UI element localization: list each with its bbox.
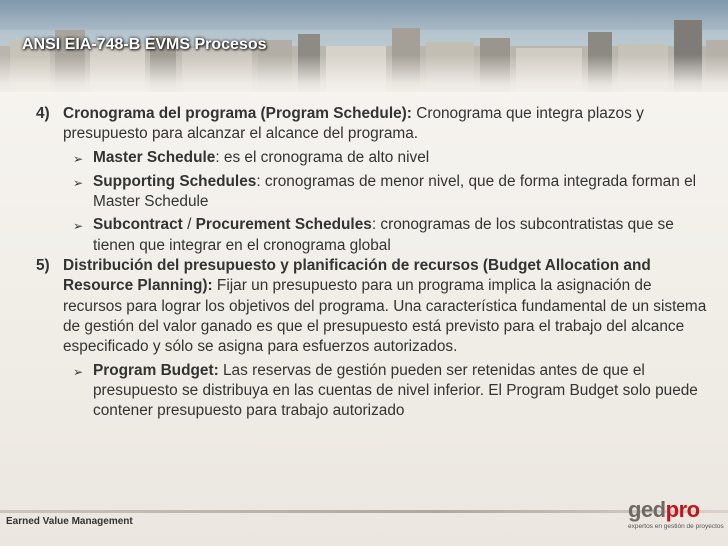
slide-body	[36, 104, 708, 421]
logo-text-ged: ged	[628, 497, 666, 522]
logo-tagline: expertos en gestión de proyectos	[628, 523, 724, 530]
item-number: 4)	[36, 105, 50, 122]
logo-text-pro: pro	[665, 497, 700, 522]
sub-bullet-master-schedule	[73, 148, 708, 169]
sub-description: : es el cronograma de alto nivel	[215, 148, 430, 166]
sub-heading: Program Budget:	[93, 361, 219, 379]
sub-heading-2: Procurement Schedules	[195, 216, 372, 234]
sub-description: Las reservas de gestión pueden ser retenidas antes de que el presupuesto se distribuya en las cuentas de nivel inferior. El Program Budget solo puede contener presupuesto para trabajo autorizado	[93, 361, 698, 420]
arrow-bullet-icon: ➢	[73, 364, 84, 379]
sub-heading: Master Schedule	[93, 148, 216, 166]
gedpro-logo	[628, 499, 722, 539]
banner-fade	[0, 55, 728, 92]
item-description: Fijar un presupuesto para un programa implica la asignación de recursos para lograr los objetivos del programa. Una característica fundamental de un sistema de gestión del valor ganado es que el presupuesto está previsto para el trabajo del alcance especificado y sólo se asigna para esfuerzos autorizados.	[63, 277, 707, 356]
sub-bullet-program-budget	[73, 361, 708, 422]
item-heading: Distribución del presupuesto y planificación de recursos (Budget Allocation and Resource Planning):	[63, 257, 651, 295]
list-item-4	[36, 104, 708, 145]
item-description: Cronograma que integra plazos y presupuesto para alcanzar el alcance del programa.	[63, 105, 644, 143]
sub-bullet-supporting-schedules	[73, 172, 708, 213]
sub-description: : cronogramas de menor nivel, que de forma integrada forman el Master Schedule	[93, 172, 697, 211]
footer-label: Earned Value Management	[6, 516, 133, 527]
slide-title: ANSI EIA-748-B EVMS Procesos	[22, 36, 267, 53]
footer-divider	[0, 510, 728, 513]
item-text	[63, 104, 708, 145]
sub-description: : cronogramas de los subcontratistas que se tienen que integrar en el cronograma global	[93, 216, 674, 254]
item-text	[63, 256, 708, 357]
arrow-bullet-icon: ➢	[73, 219, 84, 234]
sub-heading: Subcontract	[93, 216, 183, 234]
sub-separator: /	[182, 216, 196, 234]
item-heading: Cronograma del programa (Program Schedule):	[63, 105, 412, 122]
arrow-bullet-icon: ➢	[73, 151, 84, 166]
list-item-5	[36, 256, 708, 357]
item-number: 5)	[36, 257, 50, 275]
sub-bullet-subcontract-schedules	[73, 215, 708, 256]
sub-heading: Supporting Schedules	[93, 172, 257, 190]
arrow-bullet-icon: ➢	[73, 175, 84, 190]
